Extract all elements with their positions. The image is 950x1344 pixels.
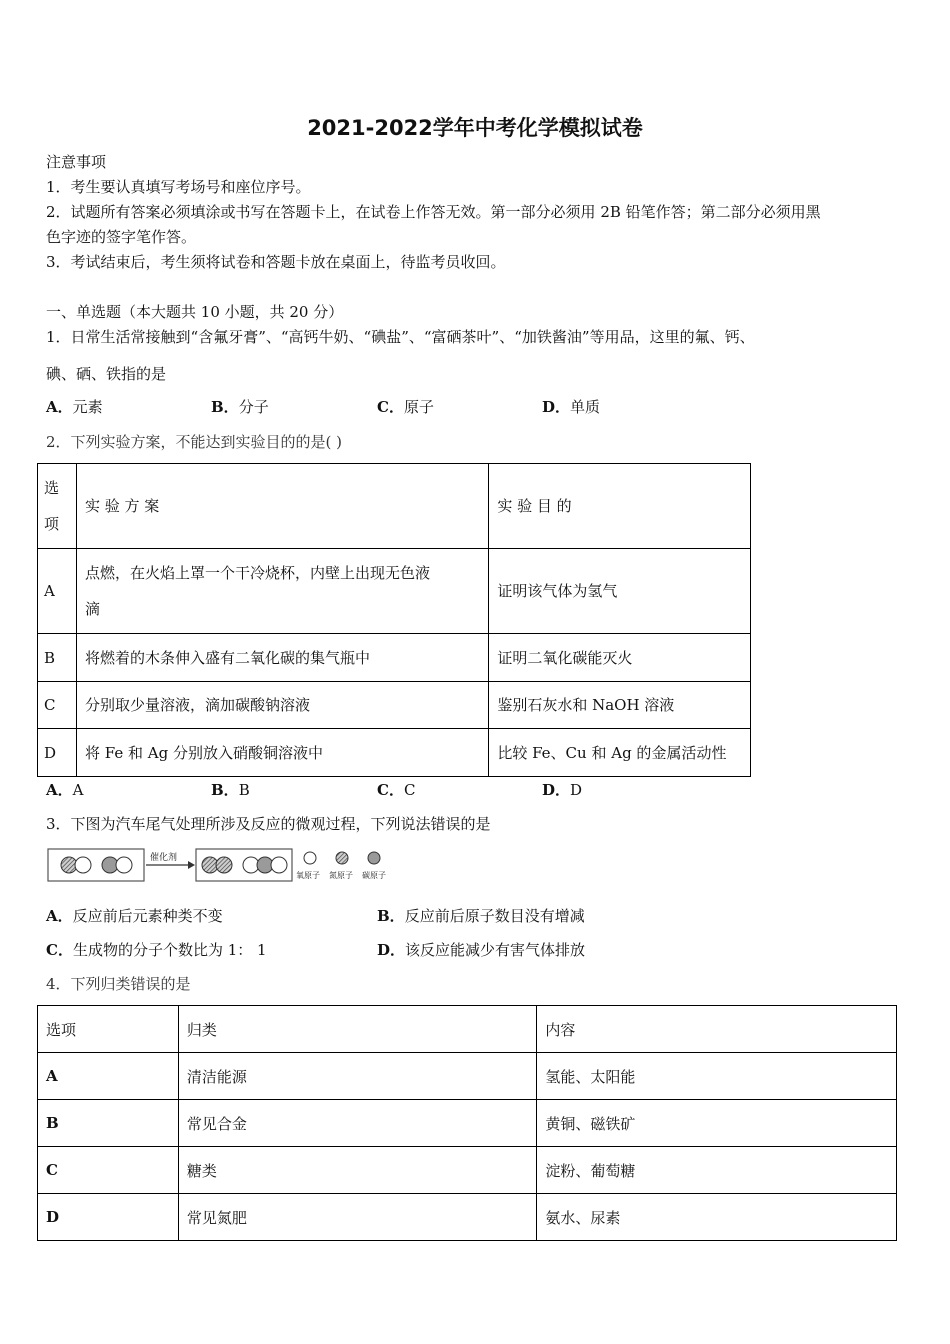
option-letter: C．	[377, 781, 404, 799]
table-row	[38, 634, 751, 682]
cell-text: 点燃，在火焰上罩一个干冷烧杯，内壁上出现无色液	[84, 564, 430, 582]
q3-option-c	[46, 940, 267, 960]
cell-option: C	[38, 1147, 179, 1194]
option-text: 该反应能减少有害气体排放	[405, 941, 586, 959]
table-row	[38, 729, 751, 777]
q1-stem-cont: 碘、硒、铁指的是	[46, 365, 167, 383]
option-text: D	[570, 781, 583, 799]
header-text: 实 验 目 的	[497, 497, 572, 515]
q2-stem: 2．下列实验方案，不能达到实验目的的是( )	[46, 433, 343, 451]
reaction-diagram	[46, 845, 396, 885]
option-letter: D．	[542, 398, 571, 416]
q3-option-b	[377, 906, 585, 926]
table-header-row	[38, 1006, 897, 1053]
header-cell-option	[38, 464, 77, 549]
q1-option-b	[211, 397, 269, 417]
option-letter: B．	[211, 398, 239, 416]
option-text: C	[403, 781, 416, 799]
q1-option-d	[542, 397, 600, 417]
cell-goal: 证明二氧化碳能灭火	[489, 634, 751, 682]
cell-content: 氨水、尿素	[537, 1194, 897, 1241]
cell-content: 黄铜、磁铁矿	[537, 1100, 897, 1147]
header-cell-option: 选项	[38, 1006, 179, 1053]
cell-plan: 将 Fe 和 Ag 分别放入硝酸铜溶液中	[76, 729, 488, 777]
option-text: 生成物的分子个数比为 1： 1	[72, 941, 267, 959]
cell-category: 清洁能源	[178, 1053, 537, 1100]
catalyst-label: 催化剂	[150, 853, 178, 863]
cell-option: A	[38, 1053, 179, 1100]
cell-content: 氢能、太阳能	[537, 1053, 897, 1100]
legend-nitrogen: 氮原子	[329, 871, 353, 880]
option-text: 原子	[403, 398, 434, 416]
cell-plan	[76, 549, 488, 634]
cell-option: D	[38, 1194, 179, 1241]
header-cell-goal	[489, 464, 751, 549]
header-text: 项	[44, 515, 60, 533]
option-letter: C．	[377, 398, 404, 416]
cell-option: B	[38, 1100, 179, 1147]
q2-option-c	[377, 780, 415, 800]
cell-goal: 鉴别石灰水和 NaOH 溶液	[489, 682, 751, 729]
cell-goal: 比较 Fe、Cu 和 Ag 的金属活动性	[489, 729, 751, 777]
option-text: 元素	[72, 398, 103, 416]
cell-category: 糖类	[178, 1147, 537, 1194]
notice-item: 1．考生要认真填写考场号和座位序号。	[46, 178, 311, 196]
q3-option-d	[377, 940, 585, 960]
table-row	[38, 1100, 897, 1147]
notice-item: 色字迹的签字笔作答。	[46, 228, 197, 246]
q1-option-c	[377, 397, 434, 417]
option-letter: D．	[377, 941, 406, 959]
q4-table	[37, 1005, 897, 1241]
q2-option-b	[211, 780, 250, 800]
notice-item: 2．试题所有答案必须填涂或书写在答题卡上，在试卷上作答无效。第一部分必须用 2B 铅笔作答；第二部分必须用黑	[46, 203, 821, 221]
option-letter: C．	[46, 941, 73, 959]
option-text: 分子	[238, 398, 269, 416]
header-cell-plan	[76, 464, 488, 549]
page-title: 2021-2022学年中考化学模拟试卷	[307, 116, 643, 140]
cell-plan: 将燃着的木条伸入盛有二氧化碳的集气瓶中	[76, 634, 488, 682]
header-text: 实 验 方 案	[84, 497, 160, 515]
option-letter: B．	[211, 781, 239, 799]
section-heading: 一、单选题（本大题共 10 小题，共 20 分）	[46, 303, 344, 321]
cell-plan: 分别取少量溶液，滴加碳酸钠溶液	[76, 682, 488, 729]
q4-stem: 4．下列归类错误的是	[46, 975, 191, 993]
option-letter: B．	[377, 907, 405, 925]
table-row	[38, 682, 751, 729]
cell-option: B	[38, 634, 77, 682]
header-cell-content: 内容	[537, 1006, 897, 1053]
option-text: 单质	[570, 398, 601, 416]
q3-option-a	[46, 906, 223, 926]
cell-option: C	[38, 682, 77, 729]
notice-item: 3．考试结束后，考生须将试卷和答题卡放在桌面上，待监考员收回。	[46, 253, 506, 271]
legend-carbon: 碳原子	[362, 871, 386, 880]
cell-content: 淀粉、葡萄糖	[537, 1147, 897, 1194]
option-text: B	[238, 781, 250, 799]
q1-option-a	[46, 397, 103, 417]
table-header-row	[38, 464, 751, 549]
q2-option-d	[542, 780, 582, 800]
table-row	[38, 1053, 897, 1100]
q1-stem: 1．日常生活常接触到“含氟牙膏”、“高钙牛奶、“碘盐”、“富硒茶叶”、“加铁酱油”等用品，这里的氟、钙、	[46, 328, 755, 346]
header-text: 选	[44, 479, 60, 497]
cell-option: D	[38, 729, 77, 777]
cell-category: 常见合金	[178, 1100, 537, 1147]
legend-oxygen: 氧原子	[296, 871, 320, 880]
option-text: A	[72, 781, 84, 799]
notice-heading: 注意事项	[46, 153, 107, 171]
table-row	[38, 1194, 897, 1241]
option-text: 反应前后原子数目没有增减	[404, 907, 585, 925]
option-letter: D．	[542, 781, 571, 799]
option-letter: A．	[46, 907, 73, 925]
table-row	[38, 549, 751, 634]
cell-text: 滴	[84, 600, 100, 618]
q2-table	[37, 463, 751, 777]
cell-goal: 证明该气体为氢气	[489, 549, 751, 634]
option-text: 反应前后元素种类不变	[72, 907, 223, 925]
cell-option: A	[38, 549, 77, 634]
header-cell-category: 归类	[178, 1006, 537, 1053]
option-letter: A．	[46, 781, 73, 799]
q3-stem: 3．下图为汽车尾气处理所涉及反应的微观过程，下列说法错误的是	[46, 815, 491, 833]
q2-option-a	[46, 780, 83, 800]
table-row	[38, 1147, 897, 1194]
cell-category: 常见氮肥	[178, 1194, 537, 1241]
reaction-figure	[46, 845, 396, 885]
option-letter: A．	[46, 398, 73, 416]
